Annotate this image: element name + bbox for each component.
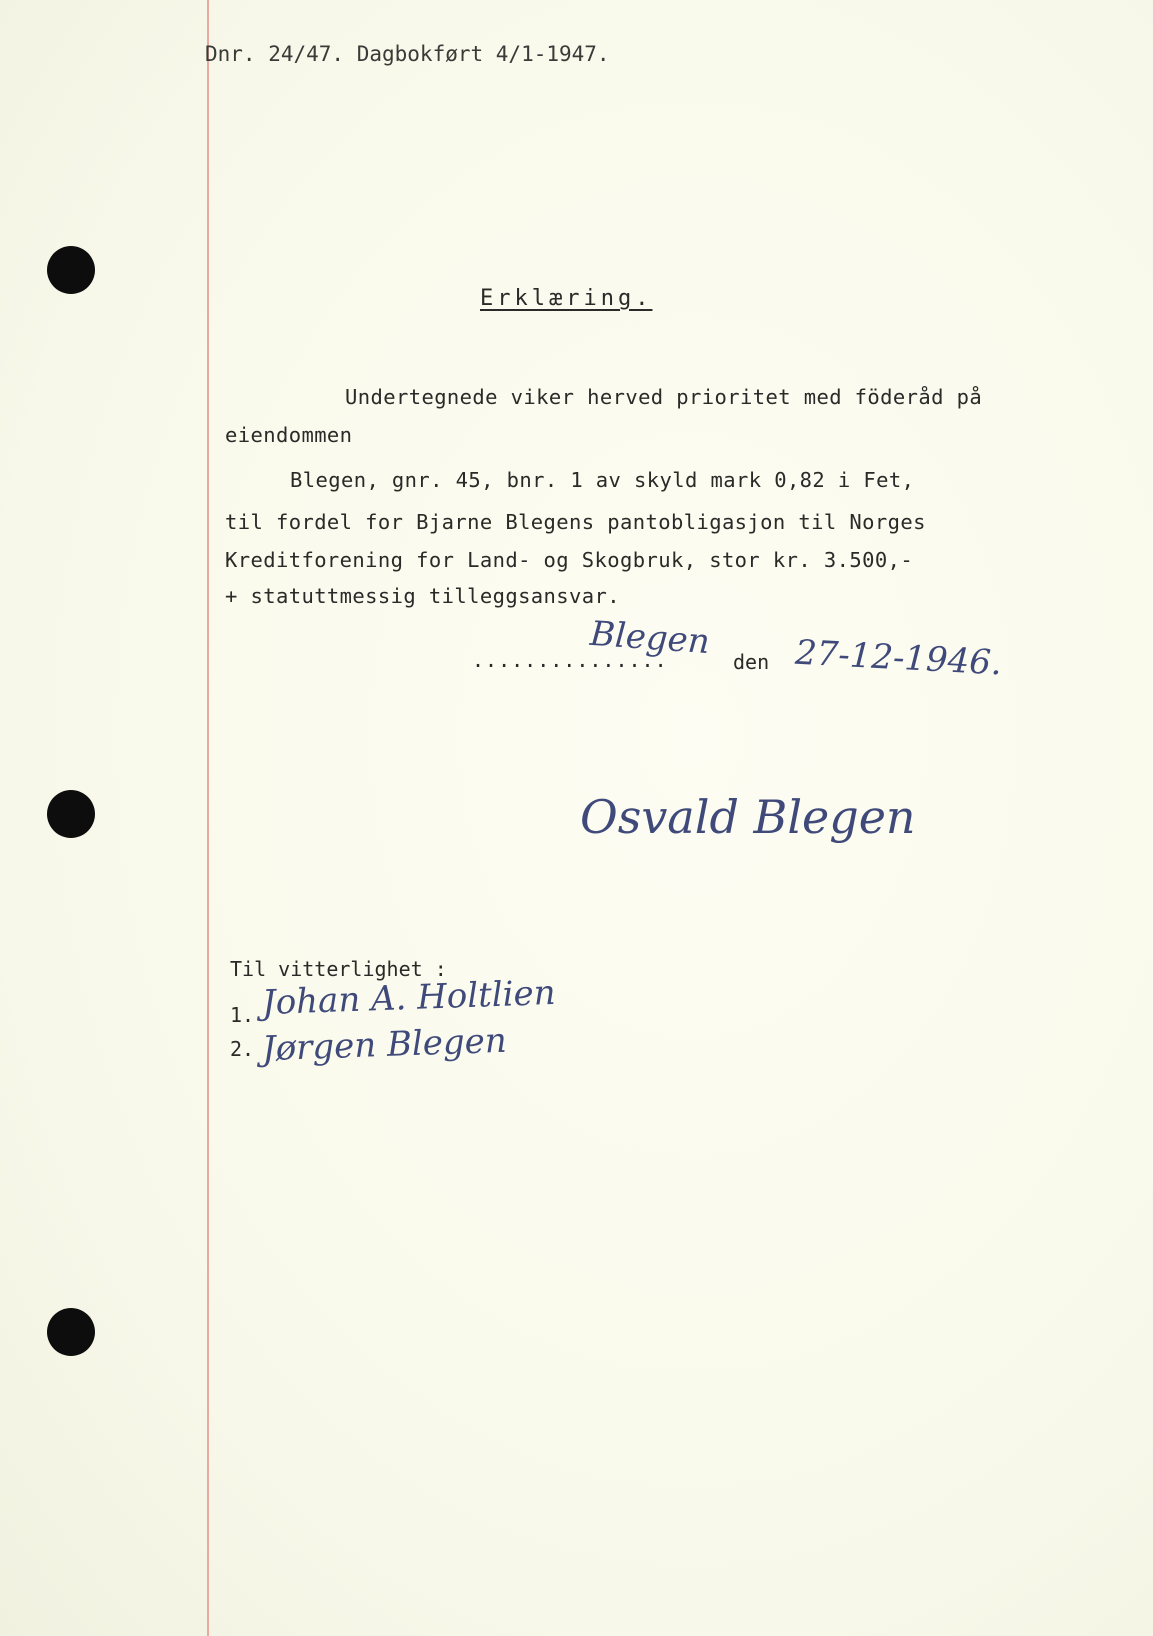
date-handwritten: 27-12-1946. xyxy=(794,632,1003,684)
witness-signature: Jørgen Blegen xyxy=(261,1020,508,1070)
body-line: Kreditforening for Land- og Skogbruk, stor kr. 3.500,- xyxy=(225,548,914,572)
witness-signature: Johan A. Holtlien xyxy=(261,972,557,1024)
punch-hole xyxy=(47,1308,95,1356)
body-line: Undertegnede viker herved prioritet med föderåd på xyxy=(345,385,983,409)
date-prefix: den xyxy=(733,650,770,674)
body-line: eiendommen xyxy=(225,423,353,447)
margin-line xyxy=(207,0,209,1636)
witness-number: 2. xyxy=(230,1037,255,1061)
body-line: + statuttmessig tilleggsansvar. xyxy=(225,584,621,608)
punch-hole xyxy=(47,790,95,838)
document-title: Erklæring. xyxy=(480,286,653,311)
signature: Osvald Blegen xyxy=(580,790,916,844)
punch-hole xyxy=(47,246,95,294)
place-handwritten: Blegen xyxy=(588,613,712,663)
body-line: til fordel for Bjarne Blegens pantobligasjon til Norges xyxy=(225,510,926,534)
journal-header: Dnr. 24/47. Dagbokført 4/1-1947. xyxy=(205,42,610,66)
body-line: Blegen, gnr. 45, bnr. 1 av skyld mark 0,82 i Fet, xyxy=(290,468,915,492)
place-dots: ............... xyxy=(472,648,668,672)
witness-number: 1. xyxy=(230,1003,255,1027)
witness-heading: Til vitterlighet : xyxy=(230,957,447,981)
